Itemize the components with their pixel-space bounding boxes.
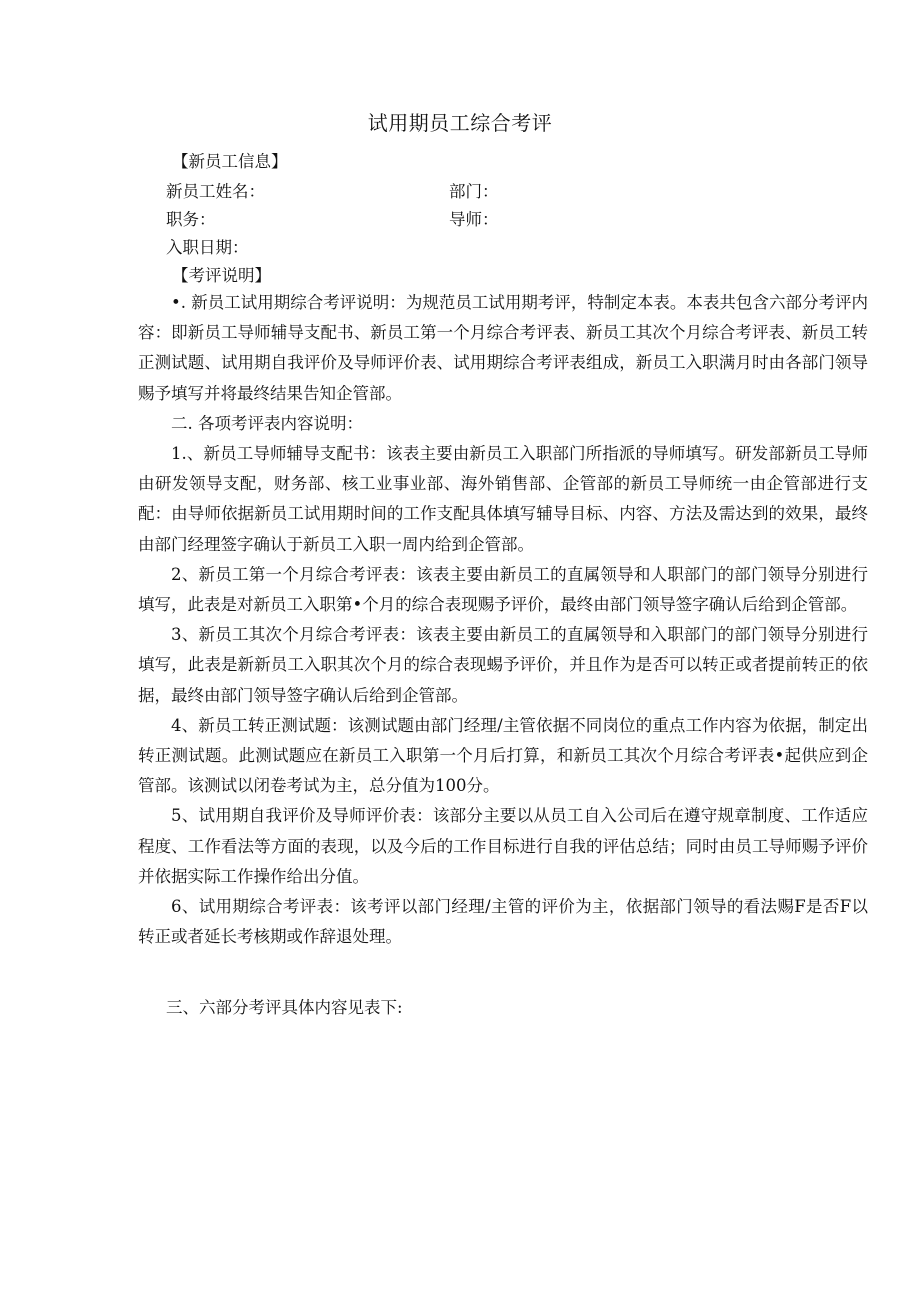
page-title: 试用期员工综合考评 — [367, 111, 553, 135]
entry-date-label: 入职日期： — [166, 238, 249, 257]
info-section-header: 【新员工信息】 — [172, 152, 288, 171]
explanation-body — [138, 288, 868, 952]
explanation-paragraph-heading: 二. 各项考评表内容说明： — [171, 413, 363, 433]
mentor-label: 导师： — [449, 210, 499, 229]
position-label: 职务： — [166, 210, 216, 229]
explain-section-header: 【考评说明】 — [172, 266, 271, 285]
name-label: 新员工姓名： — [166, 182, 265, 201]
explanation-paragraph-3: 3、新员工其次个月综合考评表：该表主要由新员工的直属领导和入职部门的部门领导分别进行填写，此表是新新员工入职其次个月的综合表现蜴予评价，并且作为是否可以转正或者提前转正的依据，最终由部门领导签字确认后给到企管部。 — [138, 625, 868, 705]
explanation-paragraph-1: 1.、新员工导师辅导支配书：该表主要由新员工入职部门所指派的导师填写。研发部新员工导师由研发领导支配，财务部、核工业事业部、海外销售部、企管部的新员工导师统一由企管部进行支配：由导师依据新员工试用期时间的工作支配具体填写辅导目标、内容、方法及需达到的效果，最终由部门经理签字确认于新员工入职一周内给到企管部。 — [138, 444, 868, 554]
explanation-paragraph-5: 5、试用期自我评价及导师评价表：该部分主要以从员工自入公司后在遵守规章制度、工作适应程度、工作看法等方面的表现，以及今后的工作目标进行自我的评估总结；同时由员工导师赐予评价并依据实际工作操作给出分值。 — [138, 806, 868, 886]
explanation-paragraph-6: 6、试用期综合考评表：该考评以部门经理/主管的评价为主，依据部门领导的看法赐F是否F以转正或者延长考核期或作辞退处理。 — [138, 897, 868, 947]
explanation-paragraph-4: 4、新员工转正测试题：该测试题由部门经理/主管依据不同岗位的重点工作内容为依据，制定出转正测试题。此测试题应在新员工入职第一个月后打算，和新员工其次个月综合考评表•起供应到企管部。该测试以闭卷考试为主，总分值为100分。 — [138, 715, 868, 796]
explanation-paragraph-2: 2、新员工第一个月综合考评表：该表主要由新员工的直属领导和人职部门的部门领导分别进行填写，此表是对新员工入职第•个月的综合表现赐予评价，最终由部门领导签字确认后给到企管部。 — [138, 564, 868, 615]
tables-intro-line: 三、六部分考评具体内容见表下: — [166, 998, 403, 1017]
department-label: 部门： — [449, 182, 499, 201]
explanation-paragraph-intro: •. 新员工试用期综合考评说明：为规范员工试用期考评，特制定本表。本表共包含六部分考评内容：即新员工导师辅导支配书、新员工第一个月综合考评表、新员工其次个月综合考评表、新员工转正测试题、试用期自我评价及导师评价表、试用期综合考评表组成，新员工入职满月时由各部门领导赐予填写并将最终结果告知企管部。 — [138, 293, 868, 403]
